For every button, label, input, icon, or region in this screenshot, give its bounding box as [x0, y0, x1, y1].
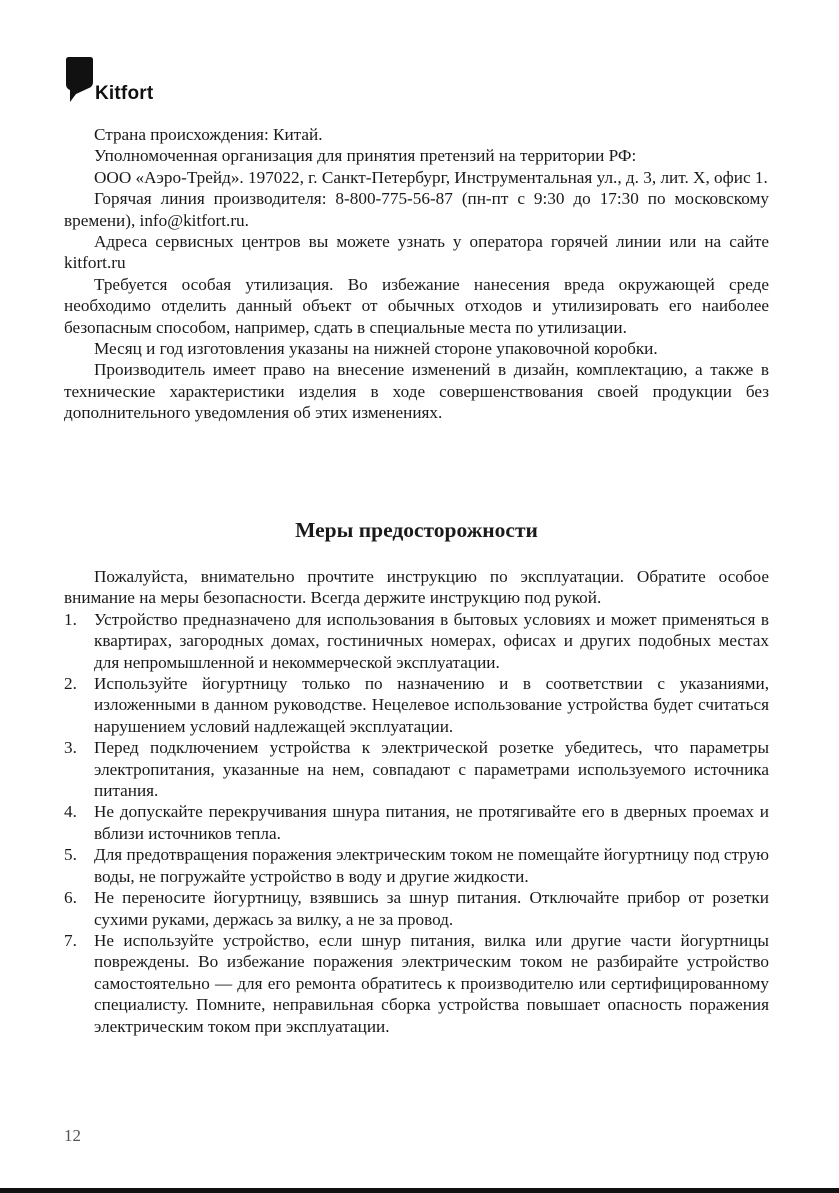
precautions-list [64, 609, 769, 1037]
item-text: Не переносите йогуртницу, взявшись за шнур питания. Отключайте прибор от розетки сухими руками, держась за вилку, а не за провод. [94, 888, 769, 929]
list-item [64, 609, 769, 673]
brand-name: Kitfort [95, 83, 154, 104]
item-text: Перед подключением устройства к электрической розетке убедитесь, что параметры электропитания, указанные на нем, совпадают с параметрами используемого источника питания. [94, 738, 769, 801]
list-item [64, 887, 769, 930]
list-item [64, 801, 769, 844]
item-number: 4. [64, 802, 77, 822]
kitfort-logo-icon [64, 56, 94, 104]
item-text: Не используйте устройство, если шнур питания, вилка или другие части йогуртницы повреждены. Во избежание поражения электрическим током не разбирайте устройство самостоятельно — для его ремонта обратитесь к производителю или сертифицированному специалисту. Помните, неправильная сборка устройства повышает опасность поражения электрическим током при эксплуатации. [94, 930, 769, 1036]
item-number: 6. [64, 888, 77, 908]
item-text: Используйте йогуртницу только по назначению и в соответствии с указаниями, изложенными в данном руководстве. Нецелевое использование устройства будет считаться нарушением условий надлежащей эксплуатации. [94, 674, 769, 736]
item-number: 1. [64, 609, 77, 629]
page-number: 12 [64, 1126, 81, 1145]
intro-paragraph: Уполномоченная организация для принятия претензий на территории РФ: [94, 146, 637, 166]
intro-paragraph: Требуется особая утилизация. Во избежание нанесения вреда окружающей среде необходимо отделить данный объект от обычных отходов и утилизировать его наиболее безопасным способом, например, сдать в специальные места по утилизации. [64, 274, 769, 337]
item-text: Не допускайте перекручивания шнура питания, не протягивайте его в дверных проемах и вблизи источников тепла. [94, 802, 769, 843]
list-item [64, 673, 769, 737]
intro-paragraph: Производитель имеет право на внесение изменений в дизайн, комплектацию, а также в технические характеристики изделия в ходе совершенствования своей продукции без дополнительного уведомления об этих изменениях. [64, 360, 769, 423]
item-number: 2. [64, 674, 77, 694]
item-text: Для предотвращения поражения электрическим током не помещайте йогуртницу под струю воды, не погружайте устройство в воду и другие жидкости. [94, 845, 769, 886]
section-heading: Меры предосторожности [295, 518, 538, 542]
intro-paragraph: ООО «Аэро-Трейд». 197022, г. Санкт-Петербург, Инструментальная ул., д. 3, лит. Х, офис 1. [94, 167, 768, 187]
intro-paragraph: Месяц и год изготовления указаны на нижней стороне упаковочной коробки. [94, 339, 658, 359]
list-item [64, 930, 769, 1037]
intro-section [64, 124, 769, 424]
precautions-lead: Пожалуйста, внимательно прочтите инструкцию по эксплуатации. Обратите особое внимание на меры безопасности. Всегда держите инструкцию под рукой. [64, 567, 769, 608]
list-item [64, 737, 769, 801]
precautions-section [64, 566, 769, 1037]
list-item [64, 844, 769, 887]
intro-paragraph: Адреса сервисных центров вы можете узнать у оператора горячей линии или на сайте kitfort.ru [64, 232, 769, 273]
item-text: Устройство предназначено для использования в бытовых условиях и может применяться в квартирах, загородных домах, гостиничных номерах, офисах и других подобных местах для непромышленной и некоммерческой эксплуатации. [94, 609, 769, 672]
bottom-divider [0, 1188, 839, 1193]
item-number: 5. [64, 845, 77, 865]
item-number: 7. [64, 930, 77, 950]
brand-logo [64, 54, 153, 104]
intro-paragraph: Горячая линия производителя: 8-800-775-56-87 (пн-пт с 9:30 до 17:30 по московскому времени), info@kitfort.ru. [64, 189, 769, 230]
intro-paragraph: Страна происхождения: Китай. [94, 125, 323, 144]
item-number: 3. [64, 738, 77, 758]
